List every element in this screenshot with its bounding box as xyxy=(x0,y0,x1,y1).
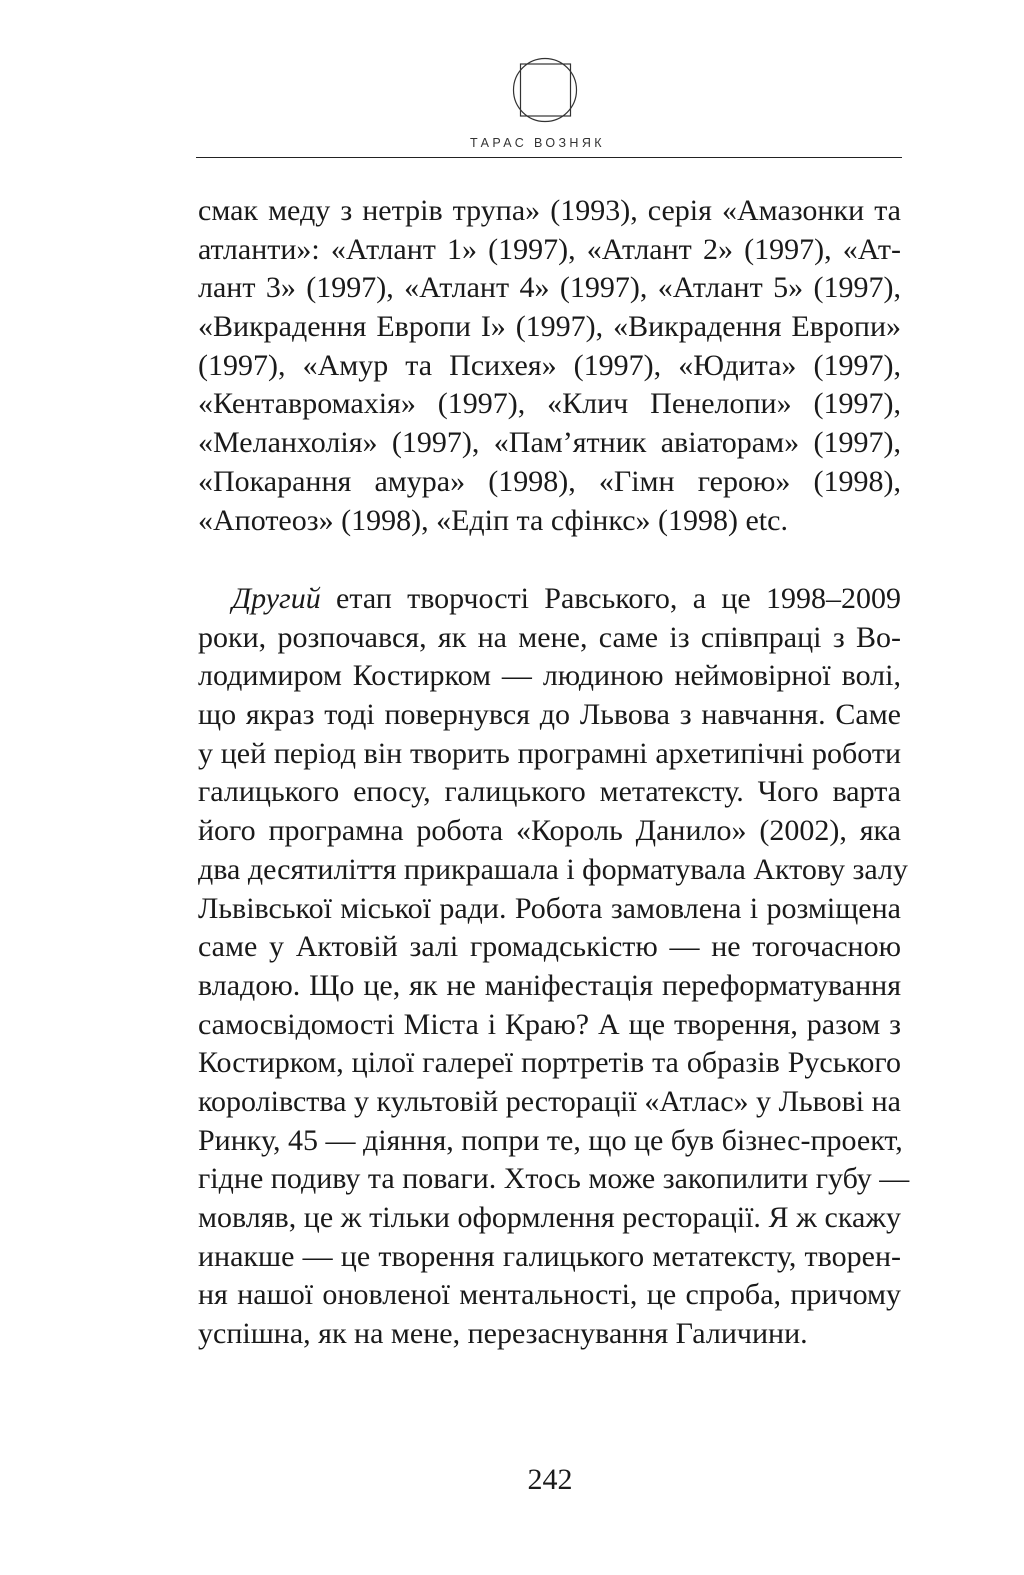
text-line: королівства у культовій ресторації «Атлас» у Львові на xyxy=(198,1084,901,1118)
text-line: (1997), «Амур та Психея» (1997), «Юдита» (1997), xyxy=(198,348,901,382)
text-line: «Кентавромахія» (1997), «Клич Пенелопи» (1997), xyxy=(198,387,901,421)
text-line: ня нашої оновленої ментальності, це спроба, причому xyxy=(198,1278,901,1312)
text-line: «Покарання амура» (1998), «Гімн герою» (1998), xyxy=(198,464,901,498)
text-line: «Апотеоз» (1998), «Едіп та сфінкс» (1998) etc. xyxy=(198,503,788,537)
circle-square-emblem-icon xyxy=(512,48,578,132)
italic-lead-word: Другий xyxy=(232,582,321,615)
text-line: Костирком, цілої галереї портретів та образів Руського xyxy=(198,1046,901,1080)
text-line: владою. Що це, як не маніфестація переформатування xyxy=(198,968,901,1002)
paragraph-continued xyxy=(198,192,901,540)
text-line: гідне подиву та поваги. Хтось може закопилити губу — xyxy=(198,1162,910,1196)
text-line: «Викрадення Европи І» (1997), «Викрадення Европи» xyxy=(198,310,901,344)
text-line: «Меланхолія» (1997), «Пам’ятник авіаторам» (1997), xyxy=(198,426,901,460)
text-line-first xyxy=(198,580,901,619)
text-line: Ринку, 45 — діяння, попри те, що це був бізнес-проект, xyxy=(198,1123,903,1157)
text-line: два десятиліття прикрашала і форматувала Актову залу xyxy=(198,852,908,886)
text-line: лант 3» (1997), «Атлант 4» (1997), «Атлант 5» (1997), xyxy=(198,271,901,305)
first-line-rest: етап творчості Равського, а це 1998–2009 xyxy=(320,582,901,615)
text-line: успішна, як на мене, перезаснування Галичини. xyxy=(198,1317,808,1351)
text-line: атланти»: «Атлант 1» (1997), «Атлант 2» (1997), «Ат- xyxy=(198,232,901,266)
text-line: що якраз тоді повернувся до Львова з навчання. Саме xyxy=(198,698,901,732)
text-line: Львівської міської ради. Робота замовлена і розміщена xyxy=(198,891,901,925)
text-line: галицького епосу, галицького метатексту. Чого варта xyxy=(198,775,901,809)
page-number: 242 xyxy=(527,1463,573,1496)
text-line: саме у Актовій залі громадськістю — не тогочасною xyxy=(198,930,901,964)
text-line: у цей період він творить програмні архетипічні роботи xyxy=(198,736,901,770)
text-line: його програмна робота «Король Данило» (2002), яка xyxy=(198,814,901,848)
text-line: инакше — це творення галицького метатексту, творен- xyxy=(198,1239,901,1273)
running-head: ТАРАС ВОЗНЯК xyxy=(470,136,605,150)
paragraph-second-stage xyxy=(198,580,910,1354)
text-line: самосвідомості Міста і Краю? А ще творення, разом з xyxy=(198,1007,901,1041)
text-line: мовляв, це ж тільки оформлення ресторації. Я ж скажу xyxy=(198,1201,901,1234)
header-rule xyxy=(196,157,902,158)
text-line: лодимиром Костирком — людиною неймовірної волі, xyxy=(198,659,901,693)
text-line: смак меду з нетрів трупа» (1993), серія «Амазонки та xyxy=(198,194,901,227)
text-line: роки, розпочався, як на мене, саме із співпраці з Во- xyxy=(198,620,901,654)
